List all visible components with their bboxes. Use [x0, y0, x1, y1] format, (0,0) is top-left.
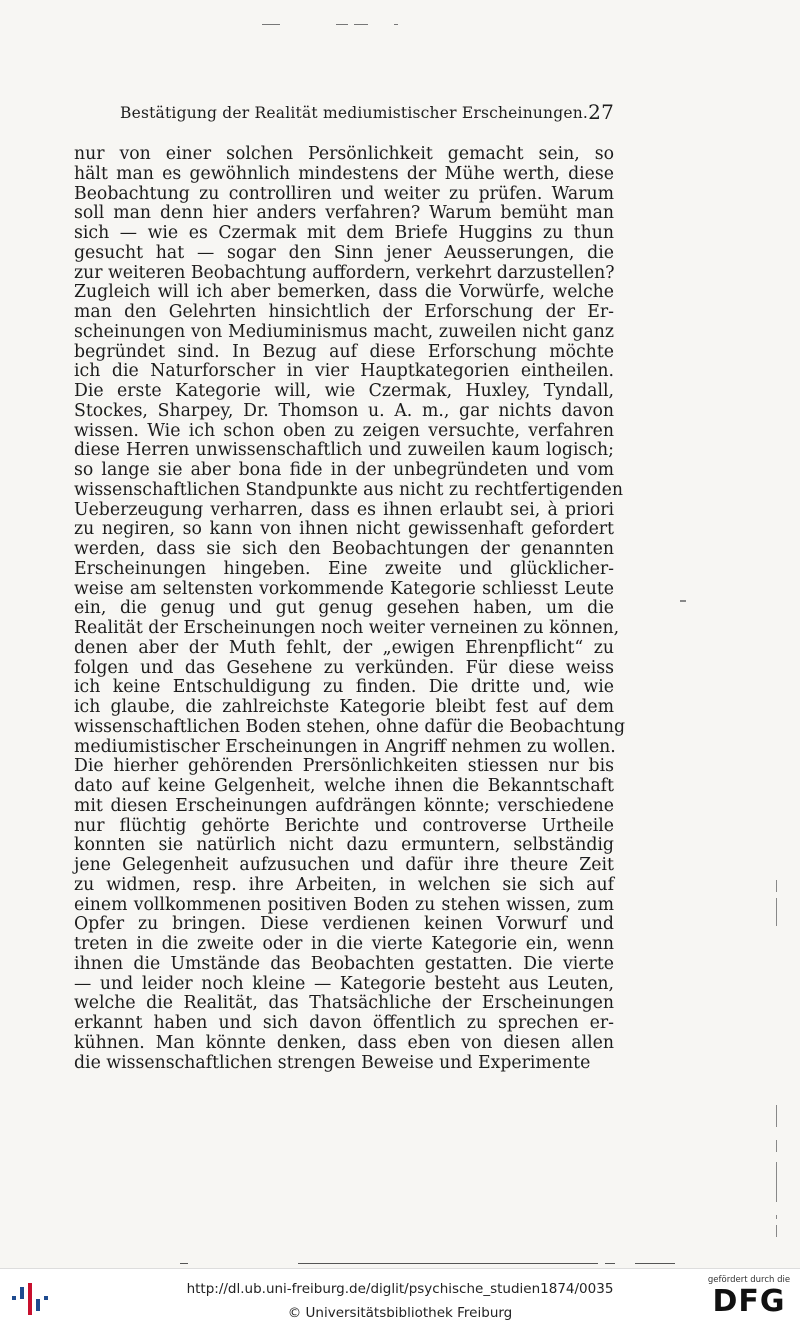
- footer-scan-rule: [180, 1263, 680, 1265]
- text-line: mediumistischer Erscheinungen in Angriff nehmen zu wollen.: [74, 736, 616, 757]
- text-line: wissen. Wie ich schon oben zu zeigen versuchte, verfahren: [74, 420, 614, 441]
- text-line: ich glaube, die zahlreichste Kategorie bleibt fest auf dem: [74, 697, 614, 717]
- text-line: mit diesen Erscheinungen aufdrängen könnte; verschiedene: [74, 795, 614, 816]
- text-line: wissenschaftlichen Standpunkte aus nicht zu rechtfertigenden: [74, 479, 624, 500]
- text-line: zur weiteren Beobachtung auffordern, verkehrt darzustellen?: [74, 262, 615, 283]
- text-line: Ueberzeugung verharren, dass es ihnen erlaubt sei, à priori: [74, 499, 614, 520]
- running-header: [120, 100, 620, 126]
- text-line: welche die Realität, das Thatsächliche der Erscheinungen: [74, 993, 614, 1014]
- running-head-title: Bestätigung der Realität mediumistischer Erscheinungen.: [120, 104, 589, 122]
- permalink-url[interactable]: http://dl.ub.uni-freiburg.de/diglit/psychische_studien1874/0035: [186, 1281, 614, 1297]
- text-line: ihnen die Umstände das Beobachten gestatten. Die vierte: [74, 953, 614, 974]
- text-line: man den Gelehrten hinsichtlich der Erforschung der Er-: [74, 302, 614, 322]
- page-number: 27: [588, 100, 614, 124]
- text-line: kühnen. Man könnte denken, dass eben von diesen allen: [74, 1032, 614, 1053]
- body-text: [74, 144, 626, 1073]
- text-line: begründet sind. In Bezug auf diese Erforschung möchte: [74, 341, 614, 362]
- text-line: Zugleich will ich aber bemerken, dass die Vorwürfe, welche: [74, 282, 614, 303]
- text-line: jene Gelegenheit aufzusuchen und dafür ihre theure Zeit: [74, 855, 614, 875]
- text-line: die wissenschaftlichen strengen Beweise und Experimente: [74, 1052, 591, 1073]
- text-line: — und leider noch kleine — Kategorie besteht aus Leuten,: [74, 973, 614, 994]
- text-line: Die hierher gehörenden Prersönlichkeiten stiessen nur bis: [74, 756, 614, 777]
- text-line: folgen und das Gesehene zu verkünden. Für diese weiss: [74, 657, 614, 678]
- text-line: sich — wie es Czermak mit dem Briefe Huggins zu thun: [74, 223, 614, 243]
- text-line: ich keine Entschuldigung zu finden. Die dritte und, wie: [74, 677, 614, 698]
- text-line: konnten sie natürlich nicht dazu ermuntern, selbständig: [74, 835, 614, 856]
- text-line: Die erste Kategorie will, wie Czermak, Huxley, Tyndall,: [74, 381, 614, 401]
- text-line: Stockes, Sharpey, Dr. Thomson u. A. m., gar nichts davon: [74, 400, 614, 421]
- text-line: zu widmen, resp. ihre Arbeiten, in welchen sie sich auf: [74, 874, 614, 895]
- text-line: soll man denn hier anders verfahren? Warum bemüht man: [74, 203, 614, 224]
- dfg-logo-icon[interactable]: [706, 1275, 792, 1325]
- text-line: dato auf keine Gelgenheit, welche ihnen die Bekanntschaft: [74, 776, 614, 796]
- text-line: nur flüchtig gehörte Berichte und controverse Urtheile: [74, 815, 614, 836]
- copyright-notice: © Universitätsbibliothek Freiburg: [287, 1305, 513, 1321]
- text-line: zu negiren, so kann von ihnen nicht gewissenhaft gefordert: [74, 519, 614, 540]
- text-line: gesucht hat — sogar den Sinn jener Aeusserungen, die: [74, 242, 614, 263]
- text-line: ein, die genug und gut genug gesehen haben, um die: [74, 598, 614, 619]
- text-line: hält man es gewöhnlich mindestens der Mühe werth, diese: [74, 163, 614, 184]
- dfg-logo-text: DFG: [712, 1284, 786, 1319]
- viewer-footer: [0, 1268, 800, 1328]
- text-line: Beobachtung zu controlliren und weiter zu prüfen. Warum: [74, 183, 614, 204]
- text-line: nur von einer solchen Persönlichkeit gemacht sein, so: [74, 144, 614, 164]
- text-line: diese Herren unwissenschaftlich und zuweilen kaum logisch;: [74, 440, 614, 461]
- text-line: wissenschaftlichen Boden stehen, ohne dafür die Beobachtung: [74, 716, 626, 737]
- text-line: scheinungen von Mediuminismus macht, zuweilen nicht ganz: [74, 321, 614, 342]
- text-line: Realität der Erscheinungen noch weiter verneinen zu können,: [74, 618, 620, 638]
- text-line: weise am seltensten vorkommende Kategorie schliesst Leute: [74, 578, 614, 599]
- top-scan-marks: [262, 18, 412, 28]
- dfg-caption: gefördert durch die: [707, 1275, 791, 1285]
- text-line: einem vollkommenen positiven Boden zu stehen wissen, zum: [74, 894, 614, 915]
- text-line: ich die Naturforscher in vier Hauptkategorien eintheilen.: [74, 361, 614, 382]
- text-line: werden, dass sie sich den Beobachtungen der genannten: [74, 539, 614, 559]
- text-line: so lange sie aber bona fide in der unbegründeten und vom: [74, 460, 614, 480]
- text-line: erkannt haben und sich davon öffentlich zu sprechen er-: [74, 1013, 614, 1033]
- text-line: Opfer zu bringen. Diese verdienen keinen Vorwurf und: [74, 914, 614, 935]
- text-line: treten in die zweite oder in die vierte Kategorie ein, wenn: [74, 934, 614, 954]
- text-line: denen aber der Muth fehlt, der „ewigen Ehrenpflicht“ zu: [74, 637, 614, 658]
- text-line: Erscheinungen hingeben. Eine zweite und glücklicher-: [74, 558, 614, 579]
